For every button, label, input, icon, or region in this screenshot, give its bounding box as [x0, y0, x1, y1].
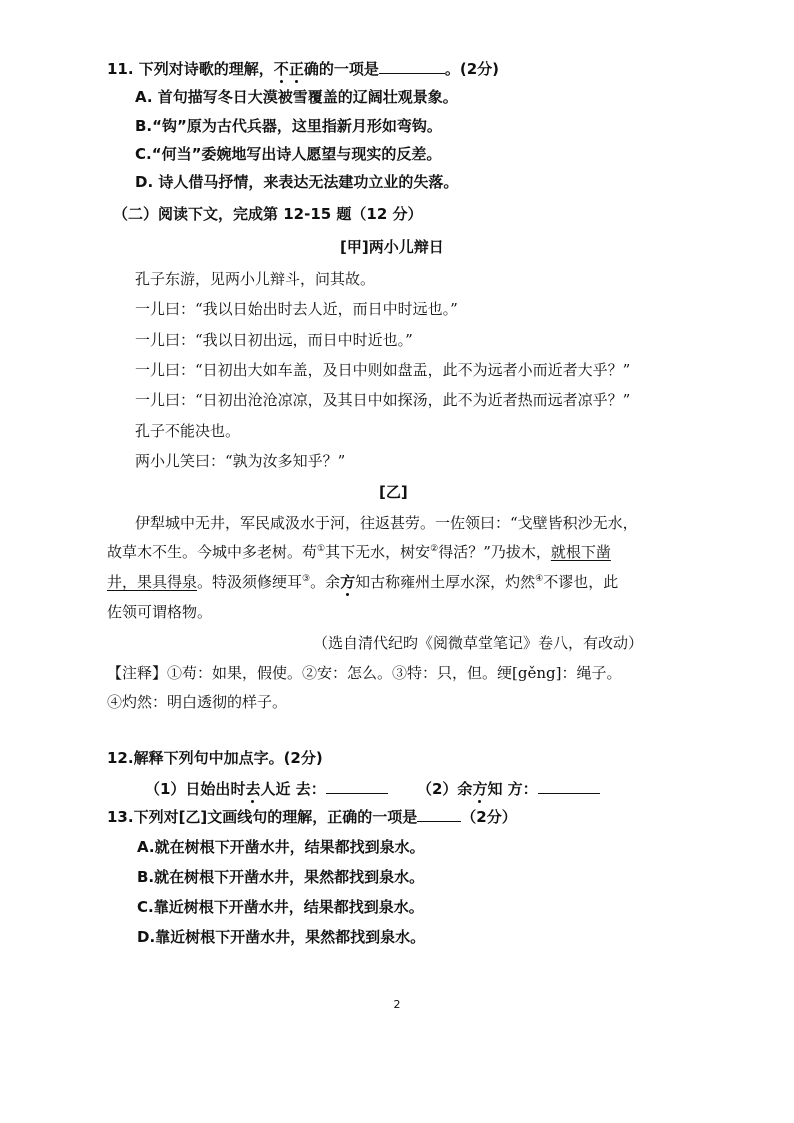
passage-jia-line: 一儿曰：“我以日初出远，而日中时近也。” [135, 331, 413, 349]
passage-jia-line: 孔子不能决也。 [135, 422, 241, 440]
annotation-line: 【注释】①苟：如果，假使。②安：怎么。③特：只，但。绠[gěng]：绳子。 [107, 664, 622, 682]
passage-jia-line: 一儿曰：“日初出沧沧凉凉，及其日中如探汤，此不为近者热而远者凉乎？” [135, 391, 631, 409]
passage-yi-line: 佐领可谓格物。 [107, 603, 213, 621]
q11-dotted-char: 正 [288, 60, 304, 78]
q11-option-a: A. 首句描写冬日大漠被雪覆盖的辽阔壮观景象。 [135, 88, 458, 106]
section2-heading: （二）阅读下文，完成第 12-15 题（12 分） [113, 205, 423, 223]
passage-jia-line: 一儿曰：“日初出大如车盖，及日中则如盘盂，此不为远者小而近者大乎？” [135, 361, 631, 379]
footnote-mark: ④ [535, 574, 544, 584]
q12-answer-2-blank[interactable] [538, 781, 600, 794]
q12-stem: 12.解释下列句中加点字。(2分) [107, 749, 323, 767]
q12-answer-1-blank[interactable] [326, 781, 388, 794]
q11-stem [107, 61, 499, 77]
passage-yi-title: [乙] [379, 483, 408, 501]
footnote-mark: ③ [302, 574, 311, 584]
dotted-char: 去 [245, 780, 261, 798]
q12-item-1: （1）日始出时去人近 去： [145, 781, 388, 797]
passage-yi-line: 伊犁城中无井，军民咸汲水于河，往返甚劳。一佐领曰：“戈壁皆积沙无水， [135, 514, 638, 532]
q13-option-c: C.靠近树根下开凿水井，结果都找到泉水。 [137, 898, 424, 916]
q13-answer-blank[interactable] [417, 809, 461, 822]
q13-option-b: B.就在树根下开凿水井，果然都找到泉水。 [137, 868, 425, 886]
dotted-char: 方 [340, 573, 356, 591]
footnote-mark: ① [317, 544, 326, 554]
q11-option-d: D. 诗人借马抒情，来表达无法建功立业的失落。 [135, 173, 459, 191]
passage-jia-line: 一儿曰：“我以日始出时去人近，而日中时远也。” [135, 300, 458, 318]
q13-option-a: A.就在树根下开凿水井，结果都找到泉水。 [137, 838, 425, 856]
passage-jia-title: [甲]两小儿辩日 [340, 238, 444, 256]
q11-answer-blank[interactable] [379, 61, 445, 74]
passage-source: （选自清代纪昀《阅微草堂笔记》卷八，有改动） [313, 634, 644, 652]
passage-yi-line: 故草木不生。今城中多老树。苟①其下无水，树安②得活？”乃拔木，就根下凿 [107, 543, 611, 561]
q11-score: 。(2分) [444, 60, 499, 78]
q12-item-2: （2）余方知 方： [417, 781, 600, 797]
passage-yi-line: 井，果具得泉。特汲须修绠耳③。余方知古称雍州土厚水深，灼然④不谬也，此 [107, 573, 619, 591]
footnote-mark: ② [430, 544, 439, 554]
underlined-sentence: 就根下凿 [550, 543, 611, 561]
q13-option-d: D.靠近树根下开凿水井，果然都找到泉水。 [137, 928, 426, 946]
passage-jia-line: 孔子东游，见两小儿辩斗，问其故。 [135, 270, 376, 288]
annotation-line: ④灼然：明白透彻的样子。 [107, 693, 288, 711]
page-number: 2 [393, 998, 401, 1011]
q11-dotted-char: 不 [273, 60, 289, 78]
q11-option-b: B.“钩”原为古代兵器，这里指新月形如弯钩。 [135, 117, 442, 135]
q11-option-c: C.“何当”委婉地写出诗人愿望与现实的反差。 [135, 145, 442, 163]
q11-stem-pre: 11. 下列对诗歌的理解， [107, 60, 274, 78]
passage-jia-line: 两小儿笑曰：“孰为汝多知乎？” [135, 452, 346, 470]
underlined-sentence: 井，果具得泉 [107, 573, 198, 591]
q11-stem-post: 确的一项是 [303, 60, 379, 78]
q13-stem: 13.下列对[乙]文画线句的理解，正确的一项是 （2分） [107, 808, 517, 826]
dotted-char: 方 [472, 780, 488, 798]
